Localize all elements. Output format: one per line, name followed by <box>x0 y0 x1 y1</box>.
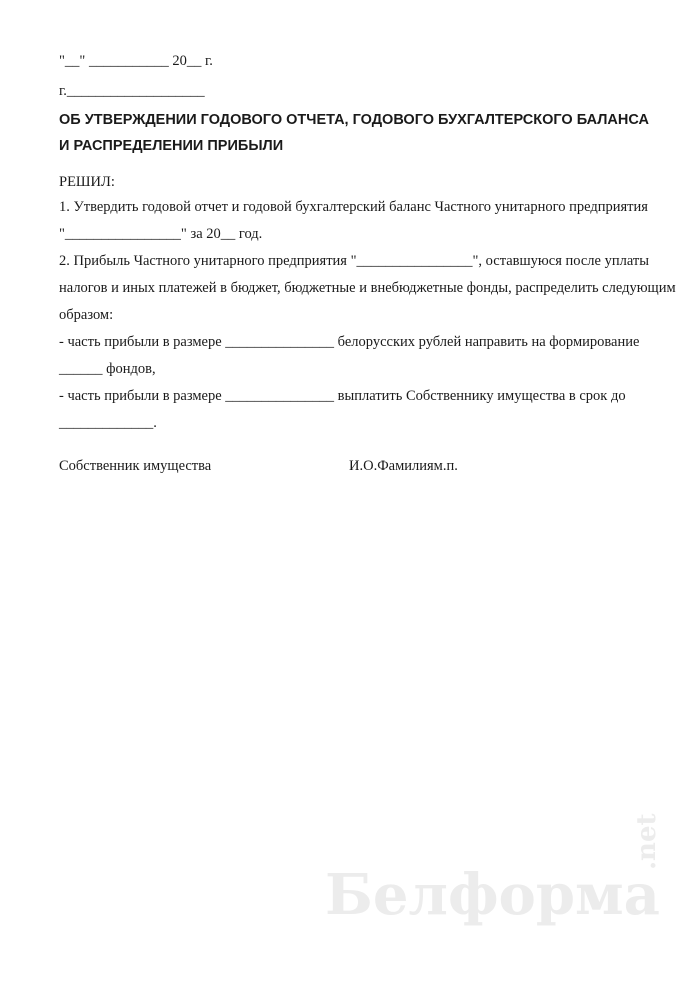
date-line: "__" ___________ 20__ г. <box>59 53 213 69</box>
watermark-logo: Белформа <box>325 862 660 928</box>
item1-line2: "________________" за 20__ год. <box>59 226 263 242</box>
item2-line2: налогов и иных платежей в бюджет, бюджетные и внебюджетные фонды, распределить следующим <box>59 280 676 296</box>
bullet2-line2: _____________. <box>59 415 157 431</box>
watermark-logo-suffix: .net <box>632 813 662 870</box>
signature-name-stamp: И.О.Фамилиям.п. <box>349 458 458 474</box>
item2-line3: образом: <box>59 307 114 323</box>
item1-line1: 1. Утвердить годовой отчет и годовой бухгалтерский баланс Частного унитарного предприятия <box>59 199 648 215</box>
bullet1-line1: - часть прибыли в размере _______________ белорусских рублей направить на формирование <box>59 334 640 350</box>
document-title: ОБ УТВЕРЖДЕНИИ ГОДОВОГО ОТЧЕТА, ГОДОВОГО БУХГАЛТЕРСКОГО БАЛАНСА И РАСПРЕДЕЛЕНИИ ПРИБЫЛИ <box>59 112 649 154</box>
place-line: г.___________________ <box>59 83 205 99</box>
signature-owner-label: Собственник имущества <box>59 458 212 474</box>
bullet2-line1: - часть прибыли в размере _______________ выплатить Собственнику имущества в срок до <box>59 388 626 404</box>
resolved-label: РЕШИЛ: <box>59 174 115 190</box>
bullet1-line2: ______ фондов, <box>59 361 156 377</box>
item2-line1: 2. Прибыль Частного унитарного предприятия "________________", оставшуюся после уплаты <box>59 253 649 269</box>
